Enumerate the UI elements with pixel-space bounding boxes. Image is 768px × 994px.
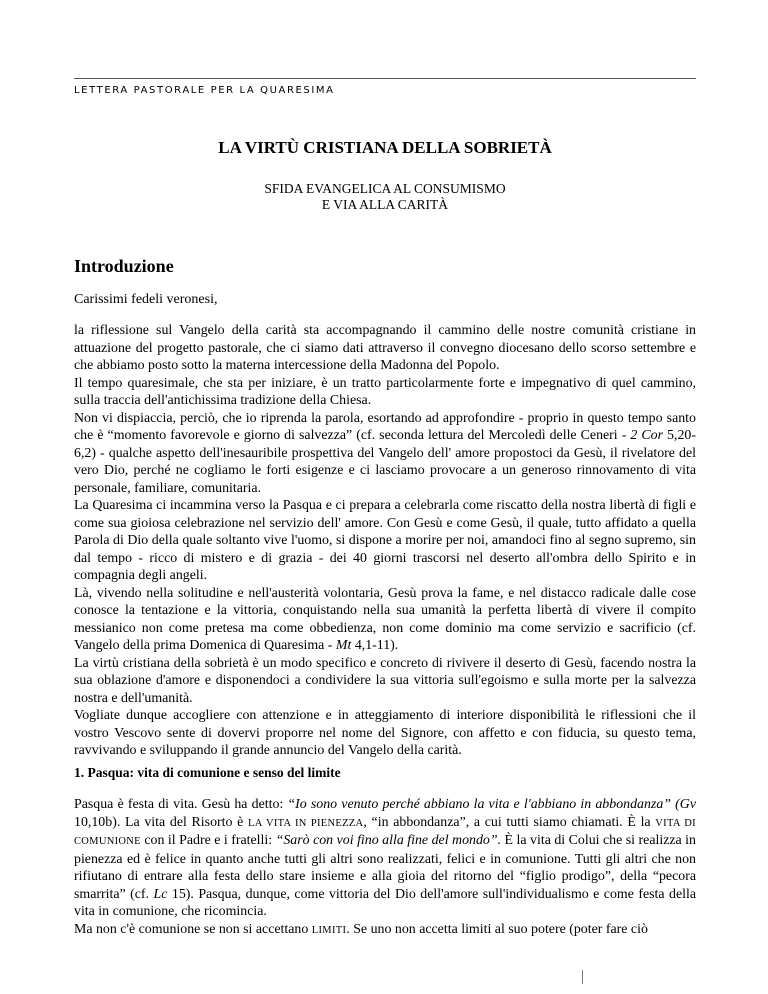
subtitle-line-1: SFIDA EVANGELICA AL CONSUMISMO (264, 181, 506, 196)
header-rule (74, 78, 696, 79)
section-heading-1: 1. Pasqua: vita di comunione e senso del limite (74, 765, 341, 780)
small-caps-term: LA VITA IN PIENEZZA (248, 817, 364, 829)
text-run: È la vita di Colui che si realizza in pienezza ed è felice in quanto anche tutti gli altri sono realizzati, felici e in comunione. Tutti gli altri che non rifiutano di entrare alla festa dello stare insieme e alla gioia del ritorno del “figlio prodigo”, della “pecora smarrita” (cf. (74, 833, 696, 902)
text-run: Là, vivendo nella solitudine e nell'austerità volontaria, Gesù prova la fame, e nel distacco radicale dalle cose conosce la tentazione e la vittoria, conquistando nella sua umanità la perfetta libertà di vivere il compito messianico non come pretesa ma come obbedienza, non come dominio ma come servizio e sacrificio (cf. Vangelo della prima Domenica di Quaresima - (74, 585, 696, 653)
intro-body (74, 322, 696, 760)
quotation: “Sarò con voi fino alla fine del mondo”. (275, 833, 502, 848)
quotation: “Io sono venuto perché abbiano la vita e l'abbiano in abbondanza” ( (287, 797, 680, 812)
paragraph (74, 921, 696, 940)
text-run: Non vi dispiaccia, perciò, che io riprenda la parola, esortando ad approfondire - proprio in questo tempo santo che è “momento favorevole e giorno di salvezza” (cf. seconda lettura del Mercoledì delle Ceneri - (74, 410, 696, 443)
scripture-reference: Mt (335, 638, 352, 653)
text-run: Pasqua è festa di vita. Gesù ha detto: (74, 797, 288, 812)
text-run: , “in abbondanza”, a cui tutti siamo chiamati. È la (363, 814, 656, 830)
paragraph: Vogliate dunque accogliere con attenzione e in atteggiamento di interiore disponibilità le riflessioni che il vostro Vescovo sente di dovervi proporre nel nome del Signore, con affetto e con fiducia, su questo tema, ravvivando e sviluppando il grande annuncio del Vangelo della carità. (74, 708, 696, 758)
scripture-reference: Lc (153, 886, 168, 902)
text-run: 5,20-6,2) - qualche aspetto dell'inesauribile prospettiva del Vangelo dell' amore propostoci da Gesù, il rivelatore del vero Dio, perché ne cogliamo le forti esigenze e ci lasciamo provocare a un generoso rinnovamento di vita personale, familiare, comunitaria. (74, 428, 696, 496)
paragraph (74, 410, 696, 498)
paragraph: La virtù cristiana della sobrietà è un modo specifico e concreto di rivivere il deserto di Gesù, facendo nostra la sua oblazione d'amore e disponendoci a condividere la sua vittoria sull'egoismo e sulla morte per la salvezza nostra e dell'umanità. (74, 655, 696, 706)
paragraph: La Quaresima ci incammina verso la Pasqua e ci prepara a celebrarla come riscatto della nostra libertà di figli e come sua gioiosa celebrazione nel servizio dell' amore. Con Gesù e come Gesù, il quale, tutto affidato a quella Parola di Dio della quale soltanto vive l'uomo, si dispone a morire per noi, amandoci fino al segno supremo, sin dal tempo - ricco di mistero e di grazia - dei 40 giorni trascorsi nel deserto all'ombra dello Spirito e in compagnia degli angeli. (74, 498, 696, 583)
text-run: 4,1-11). (351, 638, 399, 653)
paragraph: la riflessione sul Vangelo della carità sta accompagnando il cammino delle nostre comunità cristiane in attuazione del progetto pastorale, che ci siamo dati attraverso il convegno diocesano dello scorso settembre e che abbiamo posto sotto la materna intercessione della Madonna del Popolo. (74, 323, 696, 373)
text-run: Ma non c'è comunione se non si accettano (74, 921, 312, 937)
small-caps-term: LIMITI (311, 924, 347, 936)
document-title: LA VIRTÙ CRISTIANA DELLA SOBRIETÀ (218, 138, 552, 157)
greeting: Carissimi fedeli veronesi, (74, 292, 218, 307)
section-heading-introduzione: Introduzione (74, 256, 174, 276)
section-1-body (74, 796, 696, 939)
paragraph (74, 585, 696, 655)
text-run: con il Padre e i fratelli: (140, 833, 276, 848)
document-subtitle (74, 181, 696, 213)
paragraph: Il tempo quaresimale, che sta per iniziare, è un tratto particolarmente forte e impegnativo di quel cammino, sulla traccia dell'antichissima tradizione della Chiesa. (74, 375, 696, 408)
page-number-marker (582, 970, 583, 984)
paragraph (74, 796, 696, 921)
scripture-reference: 2 Cor (630, 428, 663, 443)
text-run: . Se uno non accetta limiti al suo potere (poter fare ciò (346, 921, 648, 937)
subtitle-line-2: E VIA ALLA CARITÀ (321, 197, 449, 212)
scripture-reference: Gv (679, 797, 696, 812)
running-header: LETTERA PASTORALE PER LA QUARESIMA (74, 85, 335, 96)
text-run: 10,10b). La vita del Risorto è (74, 814, 249, 830)
small-caps-term: VITA DI COMUNIONE (74, 817, 696, 847)
text-run: 15). Pasqua, dunque, come vittoria del Dio dell'amore sull'individualismo e come festa della vita in comunione, che ricomincia. (74, 886, 697, 919)
